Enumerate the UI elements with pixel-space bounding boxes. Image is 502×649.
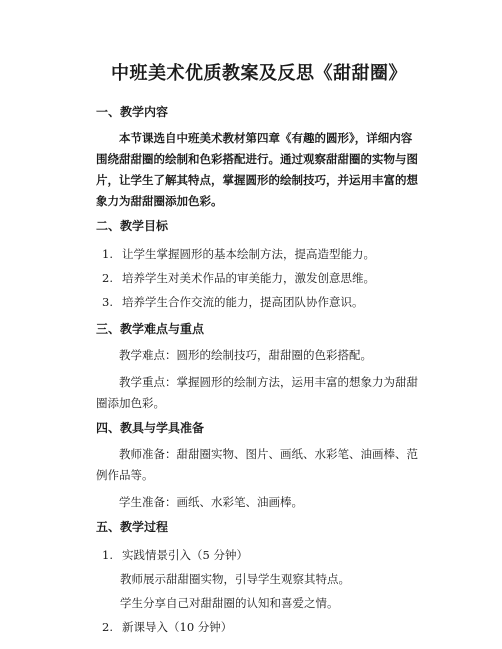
list-item-number: 2.: [102, 271, 113, 285]
list-item-text: 培养学生对美术作品的审美能力，激发创意思维。: [122, 271, 375, 285]
list-item: [96, 543, 422, 567]
section-heading-materials: 四、教具与学具准备: [96, 421, 205, 435]
materials-paragraph-student: 学生准备：画纸、水彩笔、油画棒。: [119, 495, 303, 509]
list-item-text: 新课导入（10 分钟）: [122, 620, 233, 634]
objectives-list: [96, 242, 422, 314]
section-heading-content: 一、教学内容: [96, 105, 169, 119]
list-item: [96, 615, 422, 639]
list-item: [96, 242, 422, 266]
list-item-number: 2.: [102, 620, 113, 634]
list-item: [96, 290, 422, 314]
keypoints-paragraph-difficulty: 教学难点：圆形的绘制技巧，甜甜圈的色彩搭配。: [119, 348, 372, 362]
keypoints-paragraph-focus: 教学重点：掌握圆形的绘制方法，运用丰富的想象力为甜甜圈添加色彩。: [96, 375, 418, 410]
section-paragraph-content: 本节课选自中班美术教材第四章《有趣的圆形》，详细内容围绕甜甜圈的绘制和色彩搭配进行。通过观察甜甜圈的实物与图片，让学生了解其特点，掌握圆形的绘制技巧，并运用丰富的想象力为甜甜圈添加色彩。: [96, 131, 418, 208]
list-item-number: 1.: [102, 548, 113, 562]
list-item-text: 培养学生合作交流的能力，提高团队协作意识。: [122, 295, 364, 309]
section-heading-process: 五、教学过程: [96, 520, 169, 534]
document-title: 中班美术优质教案及反思《甜甜圈》: [111, 63, 407, 84]
section-heading-keypoints: 三、教学难点与重点: [96, 322, 205, 336]
list-item-text: 实践情景引入（5 分钟）: [122, 548, 248, 562]
list-item-number: 3.: [102, 295, 113, 309]
list-item: [96, 266, 422, 290]
list-item-number: 1.: [102, 247, 113, 261]
process-list: [96, 543, 422, 639]
list-subitem: 教师展示甜甜圈实物，引导学生观察其特点。: [120, 572, 350, 586]
list-subitem: 学生分享自己对甜甜圈的认知和喜爱之情。: [120, 596, 339, 610]
materials-paragraph-teacher: 教师准备：甜甜圈实物、图片、画纸、水彩笔、油画棒、范例作品等。: [96, 447, 418, 482]
list-item-text: 让学生掌握圆形的基本绘制方法，提高造型能力。: [122, 247, 375, 261]
section-heading-objectives: 二、教学目标: [96, 219, 169, 233]
